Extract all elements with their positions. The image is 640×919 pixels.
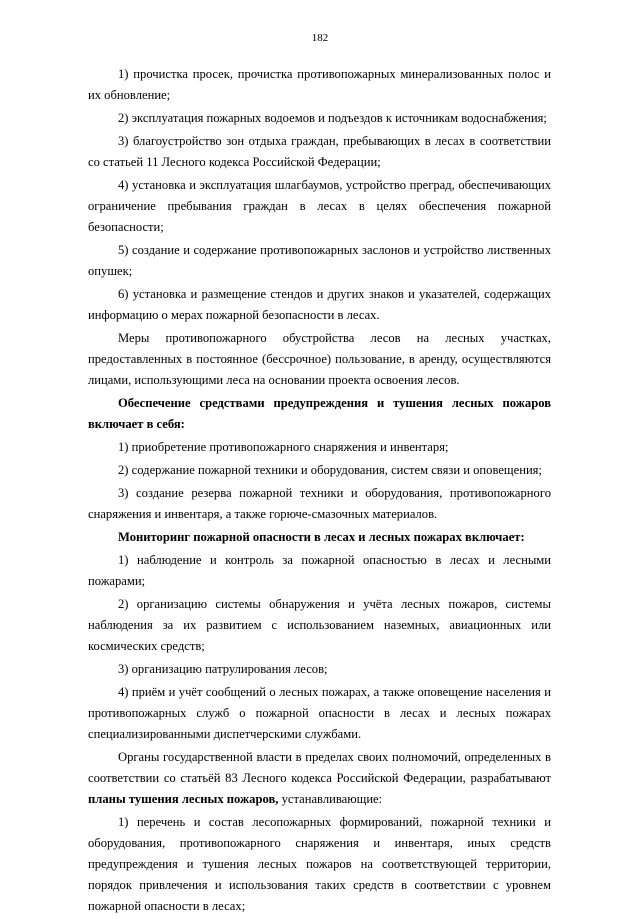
section-heading: Мониторинг пожарной опасности в лесах и лесных пожарах включает: — [118, 530, 525, 544]
paragraph: 4) установка и эксплуатация шлагбаумов, устройство преград, обеспечивающих ограничение пребывания граждан в лесах в целях обеспечения пожарной безопасности; — [88, 178, 551, 234]
paragraph: 1) приобретение противопожарного снаряжения и инвентаря; — [118, 440, 449, 454]
paragraph: 4) приём и учёт сообщений о лесных пожарах, а также оповещение населения и противопожарных служб о пожарной опасности в лесах и лесных пожарах специализированными диспетчерскими службами. — [88, 685, 551, 741]
section-heading: Обеспечение средствами предупреждения и тушения лесных пожаров включает в себя: — [88, 396, 551, 431]
document-body — [88, 64, 551, 919]
paragraph: 1) перечень и состав лесопожарных формирований, пожарной техники и оборудования, противопожарного снаряжения и инвентаря, иных средств предупреждения и тушения лесных пожаров на соответствующей территории, порядок привлечения и использования таких средств в соответствии с уровнем пожарной опасности в лесах; — [88, 815, 551, 913]
paragraph: 1) наблюдение и контроль за пожарной опасностью в лесах и лесными пожарами; — [88, 553, 551, 588]
paragraph: 3) организацию патрулирования лесов; — [118, 662, 328, 676]
text-run: устанавливающие: — [278, 792, 383, 806]
paragraph: 2) организацию системы обнаружения и учёта лесных пожаров, системы наблюдения за их развитием с использованием наземных, авиационных или космических средств; — [88, 597, 551, 653]
paragraph: 2) эксплуатация пожарных водоемов и подъездов к источникам водоснабжения; — [118, 111, 547, 125]
paragraph: 3) создание резерва пожарной техники и оборудования, противопожарного снаряжения и инвентаря, а также горюче-смазочных материалов. — [88, 486, 551, 521]
paragraph: 1) прочистка просек, прочистка противопожарных минерализованных полос и их обновление; — [88, 67, 551, 102]
paragraph: 3) благоустройство зон отдыха граждан, пребывающих в лесах в соответствии со статьей 11 Лесного кодекса Российской Федерации; — [88, 134, 551, 169]
paragraph: 5) создание и содержание противопожарных заслонов и устройство лиственных опушек; — [88, 243, 551, 278]
paragraph: Меры противопожарного обустройства лесов на лесных участках, предоставленных в постоянное (бессрочное) пользование, в аренду, осуществляются лицами, использующими леса на основании проекта освоения лесов. — [88, 331, 551, 387]
paragraph: 6) установка и размещение стендов и других знаков и указателей, содержащих информацию о мерах пожарной безопасности в лесах. — [88, 287, 551, 322]
page-number: 182 — [311, 32, 329, 44]
text-run: Органы государственной власти в пределах своих полномочий, определенных в соответствии со статьёй 83 Лесного кодекса Российской Федерации, разрабатывают — [88, 750, 551, 785]
paragraph: 2) содержание пожарной техники и оборудования, систем связи и оповещения; — [118, 463, 542, 477]
paragraph-mixed — [88, 747, 551, 810]
bold-text-run: планы тушения лесных пожаров, — [88, 792, 279, 806]
